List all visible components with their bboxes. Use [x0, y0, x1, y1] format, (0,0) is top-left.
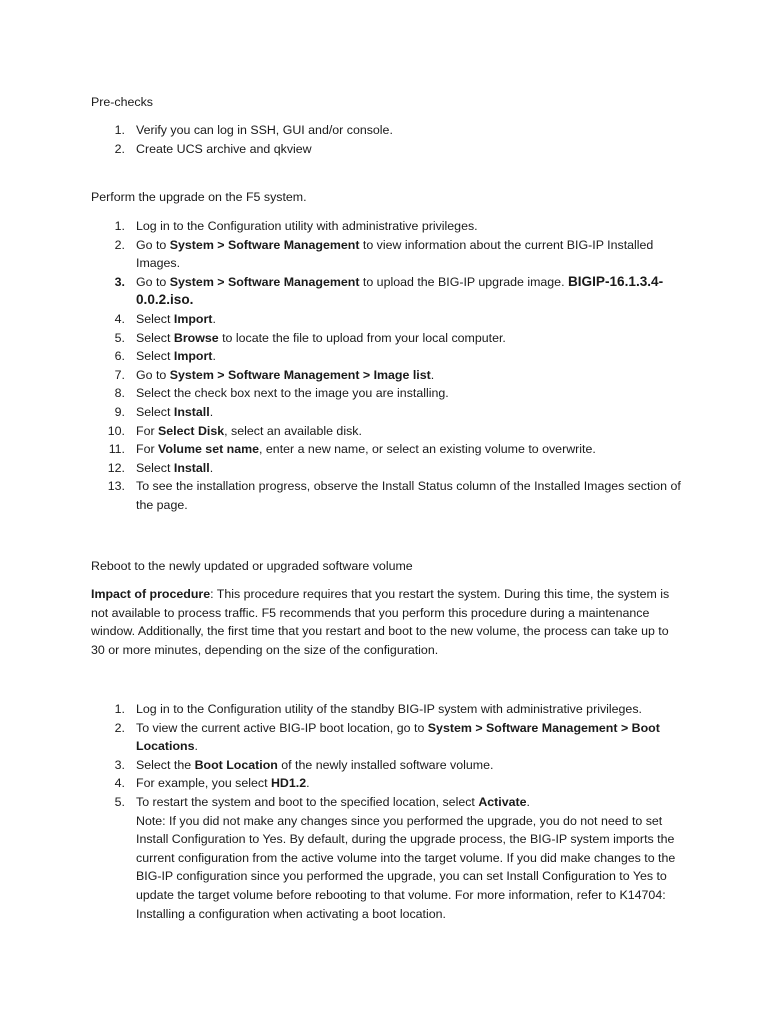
emphasis-text: Browse	[173, 330, 219, 345]
upgrade-heading: Perform the upgrade on the F5 system.	[91, 190, 307, 204]
list-item	[91, 793, 681, 923]
list-item	[91, 121, 681, 140]
list-item-number: 1.	[114, 702, 125, 716]
emphasis-text: Import	[173, 311, 213, 326]
list-item-text: Select the check box next to the image you are installing.	[136, 386, 449, 401]
list-item-number: 4.	[114, 776, 125, 791]
impact-label: Impact of procedure	[91, 587, 211, 601]
list-item	[91, 700, 681, 719]
list-item-text: .	[209, 460, 214, 475]
list-item-number: 5.	[114, 794, 125, 809]
list-item-text: To restart the system and boot to the specified location, select	[136, 794, 479, 809]
list-item	[91, 366, 681, 385]
list-item-number: 5.	[114, 330, 125, 345]
list-item	[91, 236, 681, 273]
list-item-text: .	[209, 404, 214, 419]
list-item	[91, 273, 681, 310]
list-item-text: To see the installation progress, observe the Install Status column of the Installed Images section of the page.	[136, 479, 681, 512]
reboot-heading: Reboot to the newly updated or upgraded software volume	[91, 559, 413, 573]
list-item-text: To view the current active BIG-IP boot location, go to	[136, 720, 428, 735]
list-item-number: 2.	[114, 720, 125, 735]
list-item-text: .	[212, 311, 216, 326]
list-item	[91, 756, 681, 775]
list-item-text: to upload the BIG-IP upgrade image.	[359, 274, 568, 289]
list-item-number: 1.	[114, 123, 125, 137]
list-item	[91, 477, 681, 514]
list-item-number: 8.	[114, 386, 125, 401]
list-item-number: 10.	[107, 423, 125, 438]
list-item-text: Go to	[136, 367, 170, 382]
emphasis-text: System > Software Management > Boot Locations	[136, 720, 660, 754]
list-item-text: Select the	[136, 757, 195, 772]
list-item-text: Verify you can log in SSH, GUI and/or console.	[136, 123, 393, 137]
list-item-text: For example, you select	[136, 776, 271, 791]
list-item-number: 1.	[114, 219, 125, 233]
list-item-text: Go to	[136, 274, 170, 289]
list-item-text: For	[136, 442, 159, 457]
emphasis-text: System > Software Management > Image list	[169, 367, 431, 382]
note-text: Note: If you did not make any changes since you performed the upgrade, you do not need to set Install Configuration to Yes. By default, during the upgrade process, the BIG-IP system imports the current configuration from the active volume into the target volume. If you did make changes to the BIG-IP configuration since you performed the upgrade, you can set Install Configuration to Yes to update the target volume before rebooting to that volume. For more information, refer to K14704: Installing a configuration when activating a boot location.	[136, 813, 676, 921]
list-item-number: 4.	[114, 311, 125, 326]
emphasis-text: Select Disk	[158, 423, 225, 438]
list-item-text: , select an available disk.	[224, 423, 362, 438]
list-item	[91, 440, 681, 459]
emphasis-text: Import	[173, 349, 213, 364]
list-item-text: Select	[136, 404, 174, 419]
impact-paragraph	[91, 585, 683, 659]
list-item-text: .	[430, 367, 435, 382]
list-item-number: 11.	[108, 442, 125, 457]
list-item-number: 7.	[114, 367, 125, 382]
emphasis-text: Install	[173, 460, 210, 475]
list-item-number: 2.	[114, 141, 125, 156]
list-item	[91, 347, 681, 366]
list-item-text: Log in to the Configuration utility with administrative privileges.	[136, 219, 478, 233]
list-item-text: Select	[136, 311, 174, 326]
list-item-text: Create UCS archive and qkview	[136, 141, 312, 156]
list-item	[91, 719, 681, 756]
upgrade-steps-list	[91, 217, 681, 515]
list-item	[91, 459, 681, 478]
emphasis-text: System > Software Management	[169, 274, 360, 289]
prechecks-list	[91, 121, 681, 158]
impact-text: : This procedure requires that you restart the system. During this time, the system is not available to process traffic. F5 recommends that you perform this procedure during a maintenance window. Additionally, the first time that you restart and boot to the new volume, the process can take up to 30 or more minutes, depending on the size of the configuration.	[91, 587, 670, 657]
emphasis-text: HD1.2	[270, 776, 307, 791]
reboot-steps-list	[91, 700, 681, 923]
list-item-text: Log in to the Configuration utility of the standby BIG-IP system with administrative privileges.	[136, 702, 642, 716]
emphasis-text: Volume set name	[158, 442, 260, 457]
list-item-text: to view information about the current BIG-IP Installed Images.	[136, 237, 654, 271]
list-item-text: Select	[136, 349, 174, 364]
emphasis-text: Activate	[478, 794, 527, 809]
emphasis-text: Boot Location	[194, 757, 278, 772]
list-item	[91, 403, 681, 422]
list-item-number: 6.	[114, 349, 125, 364]
list-item-number: 12.	[107, 460, 125, 475]
list-item-text: .	[212, 349, 216, 364]
list-item	[91, 310, 681, 329]
list-item-text: Go to	[136, 237, 170, 252]
list-item	[91, 140, 681, 159]
list-item-number: 9.	[114, 404, 125, 419]
list-item	[91, 422, 681, 441]
emphasis-text: System > Software Management	[169, 237, 360, 252]
list-item-number: 3.	[114, 757, 125, 772]
list-item-text: Select	[136, 330, 174, 345]
list-item	[91, 384, 681, 403]
list-item-text: , enter a new name, or select an existing volume to overwrite.	[259, 442, 596, 457]
list-item-text: Select	[136, 460, 174, 475]
list-item-text: .	[306, 776, 310, 791]
list-item-number: 2.	[114, 237, 125, 252]
list-item-text: to locate the file to upload from your local computer.	[218, 330, 506, 345]
list-item-text: of the newly installed software volume.	[277, 757, 494, 772]
list-item	[91, 329, 681, 348]
list-item-number: 13.	[107, 479, 125, 494]
list-item	[91, 774, 681, 793]
emphasis-text: Install	[173, 404, 210, 419]
list-item	[91, 217, 681, 236]
list-item-number: 3.	[114, 274, 125, 289]
list-item-text: .	[526, 794, 530, 809]
list-item-text: For	[136, 423, 159, 438]
list-item-text: .	[194, 739, 198, 754]
prechecks-heading: Pre-checks	[91, 95, 153, 109]
emphasis-text: BIGIP-16.1.3.4-0.0.2.iso.	[136, 273, 664, 308]
